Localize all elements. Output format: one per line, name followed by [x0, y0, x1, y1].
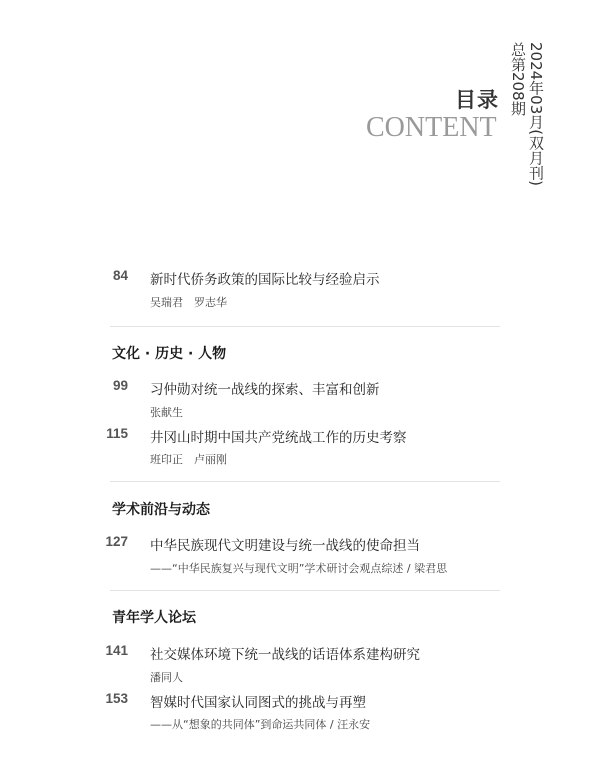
section-heading: 文化 · 历史 · 人物 — [112, 346, 227, 362]
toc-entry-title[interactable]: 智媒时代国家认同图式的挑战与再塑 — [150, 695, 366, 711]
toc-entry-subtitle: ——从“想象的共同体”到命运共同体 / 汪永安 — [150, 718, 371, 731]
section-heading: 学术前沿与动态 — [112, 502, 210, 518]
toc-entry-authors: 吴瑞君 罗志华 — [150, 296, 227, 309]
toc-page-number: 84 — [112, 268, 128, 283]
toc-page-number: 127 — [105, 534, 128, 549]
toc-entry-title[interactable]: 习仲勋对统一战线的探索、丰富和创新 — [150, 382, 380, 398]
toc-entry-authors: 班印正 卢丽刚 — [150, 453, 227, 466]
page-title-english: CONTENT — [366, 112, 497, 143]
toc-page-number: 153 — [105, 691, 128, 706]
toc-entry-authors: 张献生 — [150, 406, 183, 419]
divider — [110, 481, 500, 482]
issue-date: 2024年03月(双月刊) — [527, 42, 545, 186]
toc-entry-subtitle: ——“中华民族复兴与现代文明”学术研讨会观点综述 / 梁君思 — [150, 562, 448, 575]
divider — [110, 590, 500, 591]
section-heading: 青年学人论坛 — [112, 610, 196, 626]
divider — [110, 326, 500, 327]
toc-page-number: 99 — [112, 378, 128, 393]
toc-page-number: 141 — [105, 643, 128, 658]
issue-number: 总第208期 — [509, 42, 527, 116]
toc-entry-title[interactable]: 新时代侨务政策的国际比较与经验启示 — [150, 272, 380, 288]
page-title: 目录 — [455, 88, 499, 112]
toc-entry-title[interactable]: 中华民族现代文明建设与统一战线的使命担当 — [150, 538, 420, 554]
toc-page-number: 115 — [106, 426, 128, 441]
toc-entry-title[interactable]: 社交媒体环境下统一战线的话语体系建构研究 — [150, 647, 420, 663]
toc-entry-authors: 潘同人 — [150, 671, 183, 684]
toc-entry-title[interactable]: 井冈山时期中国共产党统战工作的历史考察 — [150, 430, 407, 446]
